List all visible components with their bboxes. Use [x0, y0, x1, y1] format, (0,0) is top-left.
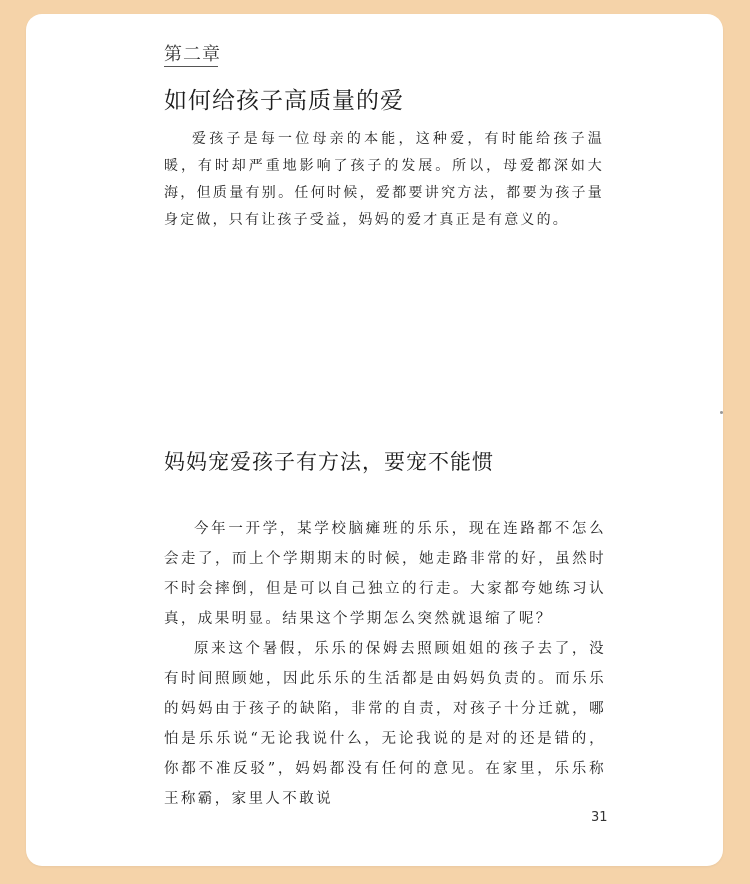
chapter-underline: [164, 66, 218, 67]
book-page: [26, 14, 723, 866]
page-number: 31: [591, 810, 608, 825]
body-paragraph: 今年一开学，某学校脑瘫班的乐乐，现在连路都不怎么会走了，而上个学期期末的时候，她走路非常的好，虽然时不时会摔倒，但是可以自己独立的行走。大家都夸她练习认真，成果明显。结果这个学期怎么突然就退缩了呢？: [164, 521, 606, 627]
chapter-label: 第二章: [164, 44, 221, 65]
chapter-title: 如何给孩子高质量的爱: [164, 88, 404, 114]
section-heading: 妈妈宠爱孩子有方法，要宠不能惯: [164, 450, 494, 474]
edge-dot: [720, 411, 723, 414]
chapter-intro-paragraph: 爱孩子是每一位母亲的本能，这种爱，有时能给孩子温暖，有时却严重地影响了孩子的发展。所以，母爱都深如大海，但质量有别。任何时候，爱都要讲究方法，都要为孩子量身定做，只有让孩子受益，妈妈的爱才真正是有意义的。: [164, 131, 604, 228]
body-paragraph: 原来这个暑假，乐乐的保姆去照顾姐姐的孩子去了，没有时间照顾她，因此乐乐的生活都是由妈妈负责的。而乐乐的妈妈由于孩子的缺陷，非常的自责，对孩子十分迁就，哪怕是乐乐说“无论我说什么，无论我说的是对的还是错的，你都不准反驳”，妈妈都没有任何的意见。在家里，乐乐称王称霸，家里人不敢说: [164, 641, 606, 807]
section-body: [164, 514, 606, 814]
